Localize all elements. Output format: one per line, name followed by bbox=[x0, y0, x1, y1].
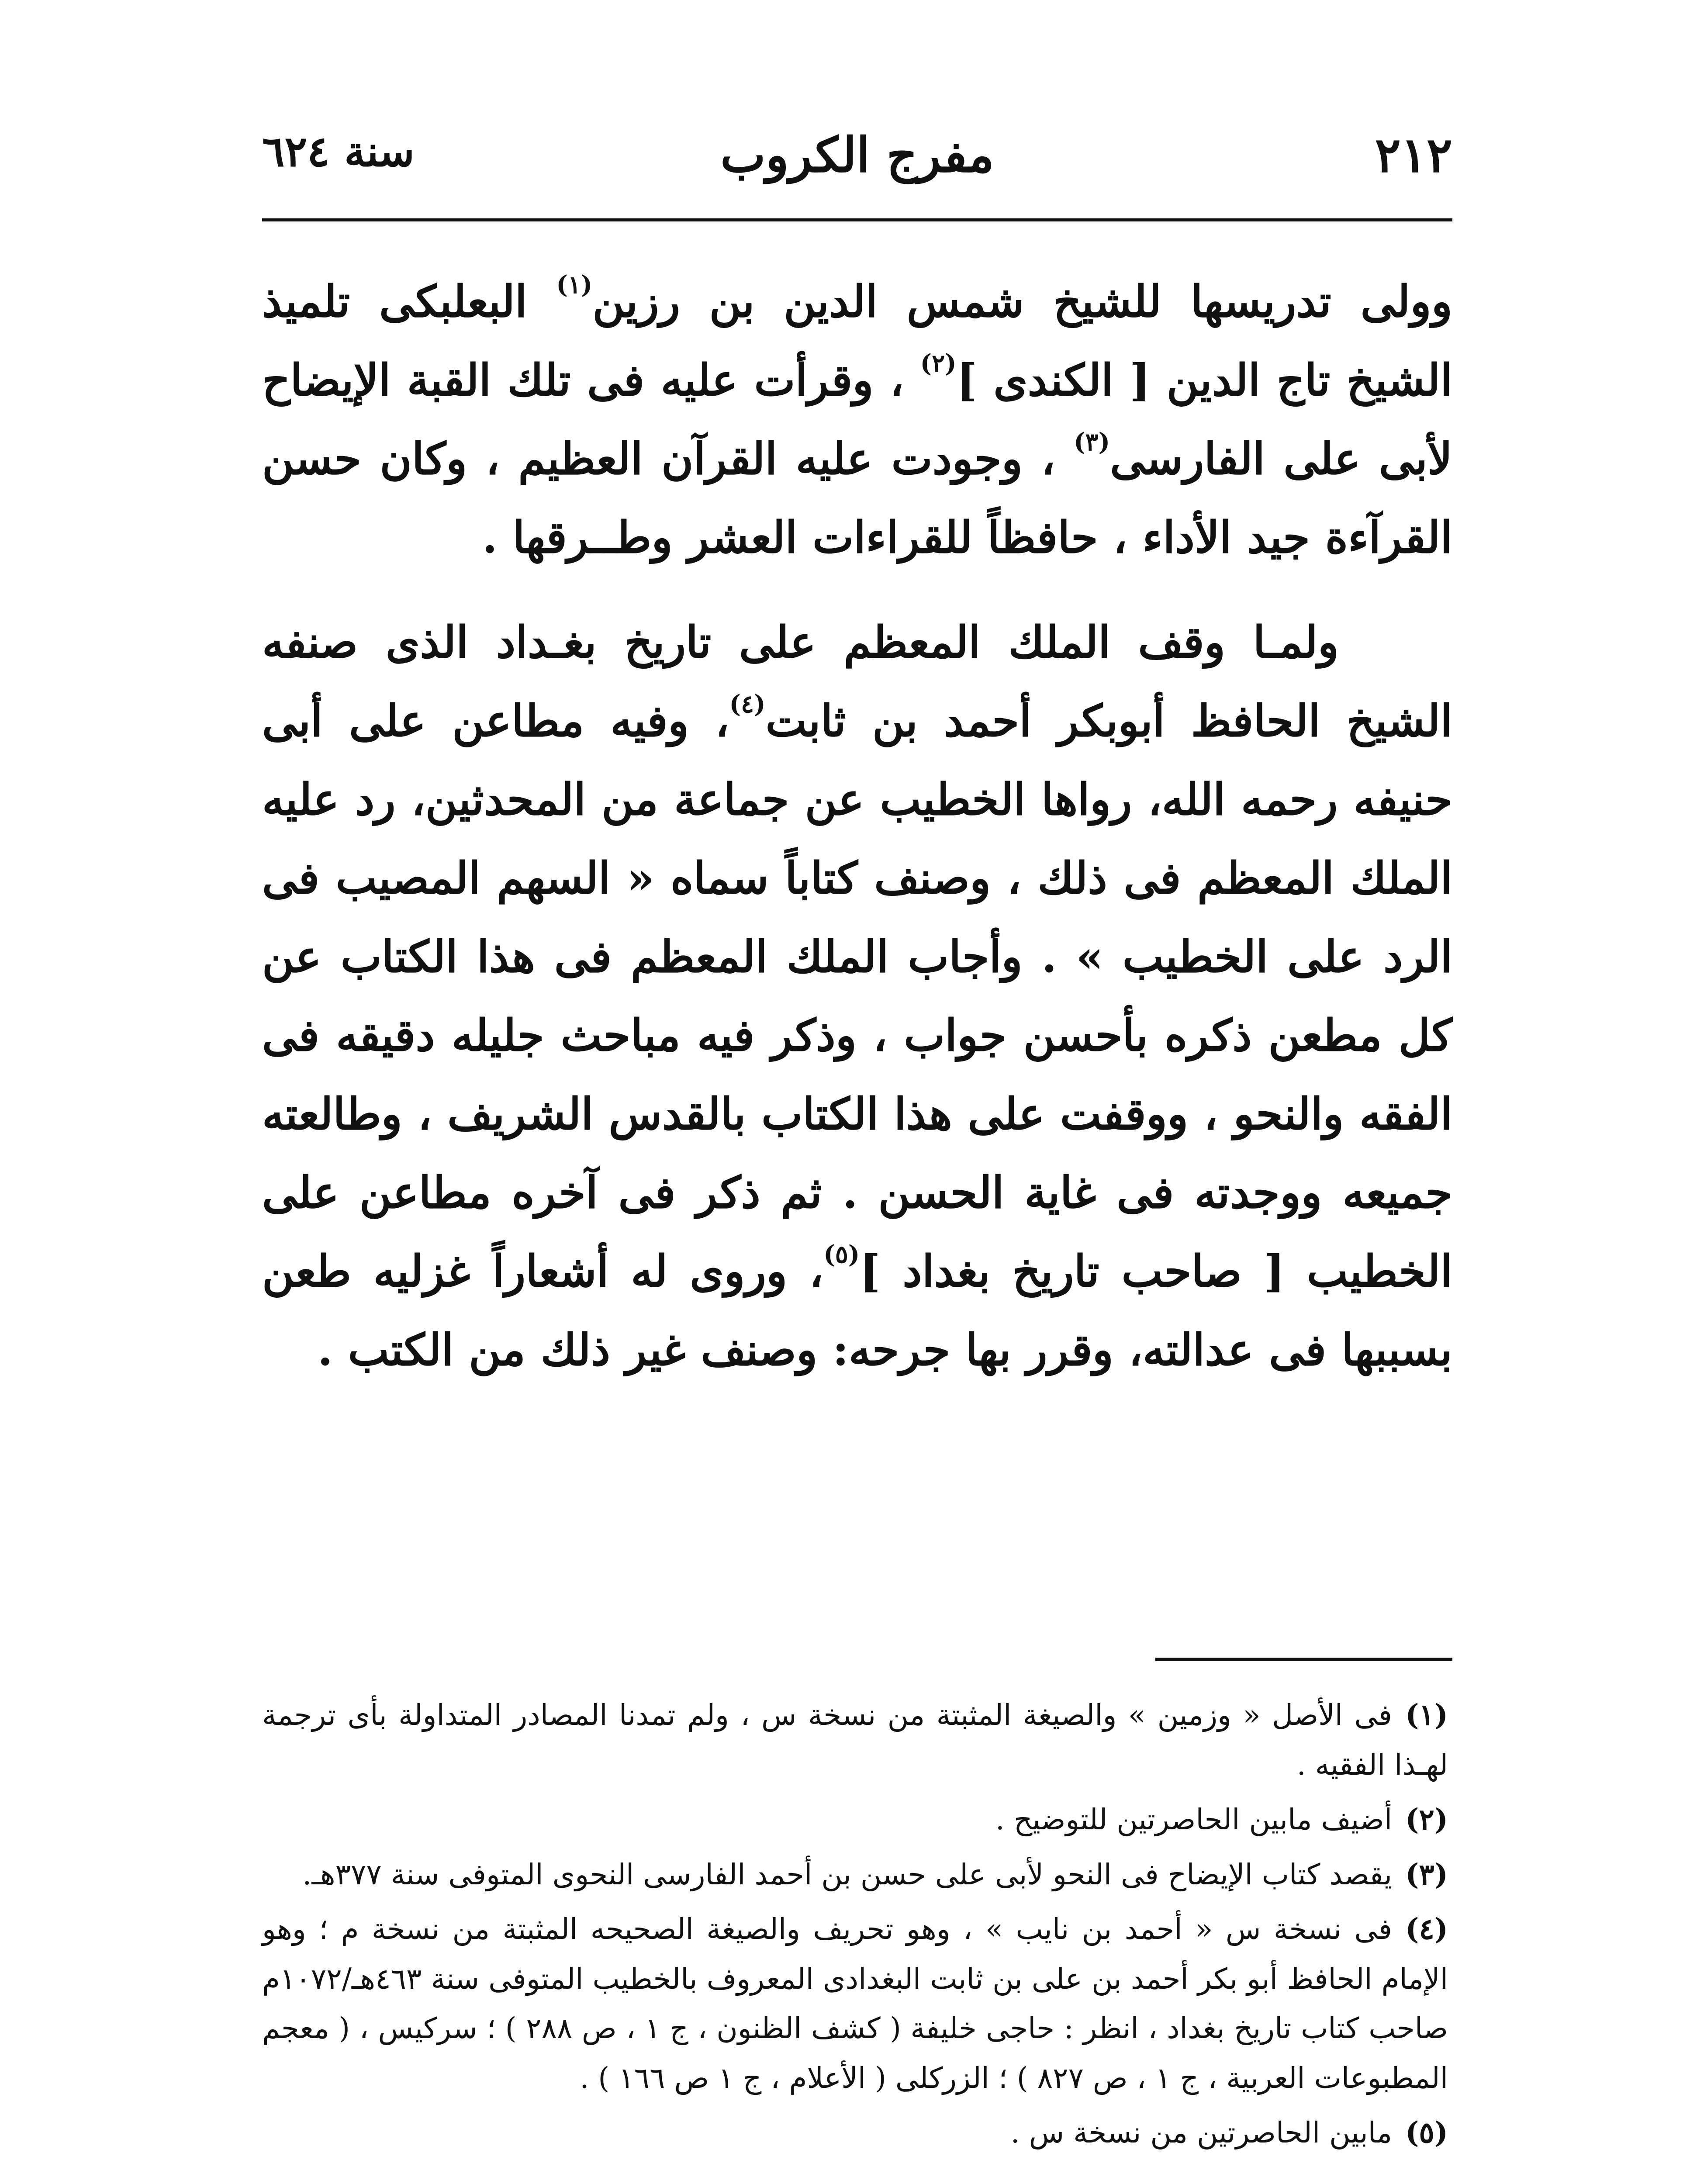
text-run: ، وفيه مطاعن على أبى حنيفه رحمه الله، رواها الخطيب عن جماعة من المحدثين، رد عليه الملك المعظم فى ذلك ، وصنف كتاباً سماه « السهم المصيب فى الرد على الخطيب » . وأجاب الملك المعظم فى هذا الكتاب عن كل مطعن ذكره بأحسن جواب ، وذكر فيه مباحث جليله دقيقه فى الفقه والنحو ، ووقفت على هذا الكتاب بالقدس الشريف ، وطالعته جميعه ووجدته فى غاية الحسن . ثم ذكر فى آخره مطاعن على الخطيب [ صاحب تاريخ بغداد ] bbox=[262, 695, 1452, 1297]
text-run: وولى تدريسها للشيخ شمس الدين بن رزين bbox=[592, 276, 1453, 327]
footnote-number: (١) bbox=[1405, 1698, 1448, 1732]
header-rule bbox=[262, 218, 1452, 221]
footnote-text: فى نسخة س « أحمد بن نايب » ، وهو تحريف والصيغة الصحيحه المثبتة من نسخة م ؛ وهو الإمام الحافظ أبو بكر أحمد بن على بن ثابت البغدادى المعروف بالخطيب المتوفى سنة ٤٦٣هـ/١٠٧٢م صاحب كتاب تاريخ بغداد ، انظر : حاجى خليفة ( كشف الظنون ، ج ١ ، ص ٢٨٨ ) ؛ سركيس ، ( معجم المطبوعات العربية ، ج ١ ، ص ٨٢٧ ) ؛ الزركلى ( الأعلام ، ج ١ ص ١٦٦ ) . bbox=[262, 1912, 1448, 2095]
footnote-separator bbox=[1155, 1658, 1452, 1661]
footnote-ref-4: (٤) bbox=[729, 690, 766, 719]
page-number: ٢١٢ bbox=[1375, 127, 1452, 183]
footnote-4 bbox=[262, 1904, 1452, 2103]
footnote-text: أضيف مابين الحاصرتين للتوضيح . bbox=[995, 1803, 1393, 1837]
footnote-number: (٣) bbox=[1405, 1857, 1448, 1891]
footnote-2 bbox=[262, 1795, 1452, 1845]
footnote-ref-1: (١) bbox=[556, 270, 593, 299]
footnote-number: (٤) bbox=[1405, 1912, 1448, 1946]
running-title: مفرج الكروب bbox=[720, 127, 994, 183]
footnote-5 bbox=[262, 2108, 1452, 2158]
text-run: ، وقرأت عليه فى تلك القبة الإيضاح لأبى على الفارسى bbox=[262, 354, 1452, 484]
paragraph-2 bbox=[262, 603, 1452, 1389]
footnote-ref-5: (٥) bbox=[823, 1240, 860, 1269]
footnote-number: (٢) bbox=[1405, 1802, 1448, 1837]
text-run: ، وروى له أشعاراً غزليه طعن بسببها فى عدالته، وقرر بها جرحه: وصنف غير ذلك من الكتب . bbox=[262, 1245, 1452, 1375]
footnotes bbox=[262, 1690, 1452, 2163]
text-run: ولمـا وقف الملك المعظم على تاريخ بغـداد الذى صنفه الشيخ الحافظ أبوبكر أحمد بن ثابت bbox=[262, 616, 1453, 746]
footnote-text: فى الأصل « وزمين » والصيغة المثبتة من نسخة س ، ولم تمدنا المصادر المتداولة بأى ترجمة لهـذا الفقيه . bbox=[262, 1698, 1448, 1782]
text-run: ، وجودت عليه القرآن العظيم ، وكان حسن القرآءة جيد الأداء ، حافظاً للقراءات العشر وطــرقها . bbox=[262, 433, 1452, 563]
footnote-ref-2: (٢) bbox=[920, 349, 957, 378]
paragraph-1 bbox=[262, 262, 1452, 577]
footnote-1 bbox=[262, 1690, 1452, 1790]
footnote-3 bbox=[262, 1850, 1452, 1900]
main-text bbox=[262, 262, 1452, 1389]
year-label: سنة ٦٢٤ bbox=[262, 127, 415, 176]
footnote-text: مابين الحاصرتين من نسخة س . bbox=[1010, 2116, 1393, 2150]
footnote-text: يقصد كتاب الإيضاح فى النحو لأبى على حسن بن أحمد الفارسى النحوى المتوفى سنة ٣٧٧هـ. bbox=[302, 1857, 1393, 1891]
footnote-number: (٥) bbox=[1405, 2115, 1448, 2150]
page-header bbox=[262, 109, 1452, 197]
text-run: البعلبكى تلميذ الشيخ تاج الدين [ الكندى ] bbox=[262, 276, 1452, 406]
footnote-ref-3: (٣) bbox=[1074, 428, 1110, 456]
